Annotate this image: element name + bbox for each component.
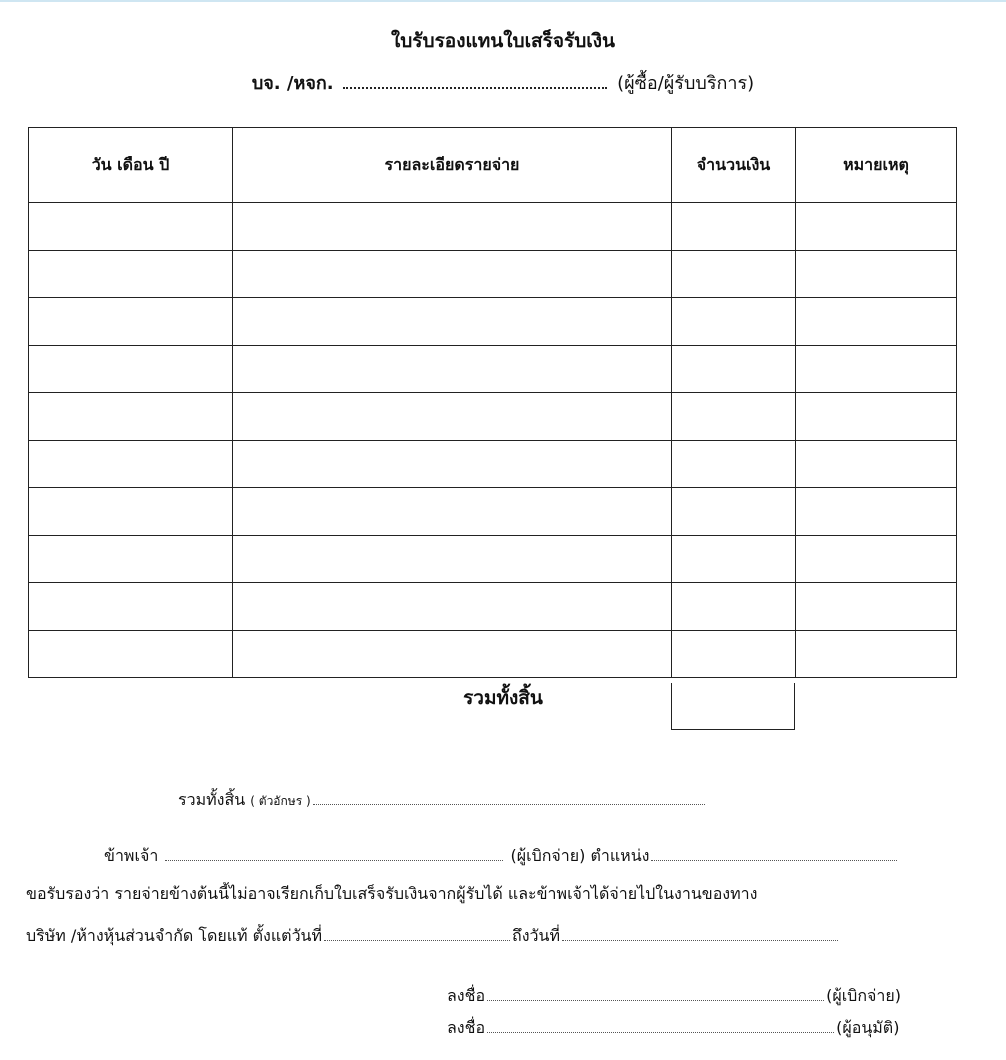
buyer-role-label: (ผู้ซื้อ/ผู้รับบริการ): [617, 73, 755, 94]
total-in-words-line: [178, 790, 707, 808]
total-in-words-field[interactable]: [313, 790, 705, 805]
company-name-field[interactable]: [343, 73, 607, 89]
remark-cell[interactable]: [796, 345, 957, 393]
date-cell[interactable]: [29, 583, 233, 631]
date-cell[interactable]: [29, 250, 233, 298]
signature-approver-field[interactable]: [487, 1018, 834, 1033]
amount-cell[interactable]: [672, 535, 796, 583]
table-body: [29, 203, 957, 678]
table-row: [29, 393, 957, 441]
header-details: รายละเอียดรายจ่าย: [233, 128, 672, 203]
details-cell[interactable]: [233, 345, 672, 393]
details-cell[interactable]: [233, 630, 672, 678]
payer-label: (ผู้เบิกจ่าย): [510, 846, 586, 865]
expense-table: [28, 127, 957, 678]
header-amount: จำนวนเงิน: [672, 128, 796, 203]
remark-cell[interactable]: [796, 535, 957, 583]
total-in-words-sub: ( ตัวอักษร ): [250, 794, 311, 808]
remark-cell[interactable]: [796, 203, 957, 251]
page-top-border: [0, 0, 1006, 2]
table-row: [29, 345, 957, 393]
table-row: [29, 298, 957, 346]
grand-total-cell[interactable]: [671, 683, 795, 730]
remark-cell[interactable]: [796, 630, 957, 678]
remark-cell[interactable]: [796, 583, 957, 631]
signature-approver-line: [447, 1018, 899, 1036]
date-cell[interactable]: [29, 440, 233, 488]
table-row: [29, 203, 957, 251]
details-cell[interactable]: [233, 440, 672, 488]
remark-cell[interactable]: [796, 250, 957, 298]
details-cell[interactable]: [233, 298, 672, 346]
date-cell[interactable]: [29, 345, 233, 393]
total-in-words-label: รวมทั้งสิ้น: [178, 790, 246, 809]
date-cell[interactable]: [29, 488, 233, 536]
signature-approver-role: (ผู้อนุมัติ): [836, 1018, 900, 1037]
company-prefix: บจ. /หจก.: [251, 73, 334, 94]
remark-cell[interactable]: [796, 440, 957, 488]
table-row: [29, 488, 957, 536]
company-type-label: บริษัท /ห้างหุ้นส่วนจำกัด โดยแท้ ตั้งแต่วันที่: [26, 926, 323, 945]
document-title: ใบรับรองแทนใบเสร็จรับเงิน: [390, 30, 616, 52]
grand-total-label: รวมทั้งสิ้น: [463, 687, 543, 709]
to-date-label: ถึงวันที่: [512, 926, 561, 945]
amount-cell[interactable]: [672, 393, 796, 441]
remark-cell[interactable]: [796, 488, 957, 536]
date-cell[interactable]: [29, 535, 233, 583]
amount-cell[interactable]: [672, 298, 796, 346]
remark-cell[interactable]: [796, 393, 957, 441]
certify-line: ขอรับรองว่า รายจ่ายข้างต้นนี้ไม่อาจเรียกเก็บใบเสร็จรับเงินจากผู้รับได้ และข้าพเจ้าได้จ่ายไปในงานของทาง: [26, 884, 758, 903]
details-cell[interactable]: [233, 393, 672, 441]
header-remark: หมายเหตุ: [796, 128, 957, 203]
document-subtitle: [0, 73, 1006, 93]
header-date: วัน เดือน ปี: [29, 128, 233, 203]
details-cell[interactable]: [233, 535, 672, 583]
date-cell[interactable]: [29, 393, 233, 441]
table-header-row: [29, 128, 957, 203]
date-cell[interactable]: [29, 298, 233, 346]
table-row: [29, 535, 957, 583]
date-cell[interactable]: [29, 203, 233, 251]
remark-cell[interactable]: [796, 298, 957, 346]
amount-cell[interactable]: [672, 250, 796, 298]
position-label: ตำแหน่ง: [590, 846, 650, 865]
statement-line-3: [26, 926, 840, 944]
payer-name-field[interactable]: [165, 846, 503, 861]
details-cell[interactable]: [233, 488, 672, 536]
signature-payer-line: [447, 986, 901, 1004]
amount-cell[interactable]: [672, 583, 796, 631]
amount-cell[interactable]: [672, 630, 796, 678]
table-row: [29, 630, 957, 678]
position-field[interactable]: [651, 846, 897, 861]
amount-cell[interactable]: [672, 488, 796, 536]
details-cell[interactable]: [233, 583, 672, 631]
amount-cell[interactable]: [672, 440, 796, 488]
statement-line-1: [104, 846, 899, 864]
end-date-field[interactable]: [562, 926, 838, 941]
date-cell[interactable]: [29, 630, 233, 678]
details-cell[interactable]: [233, 250, 672, 298]
table-row: [29, 440, 957, 488]
i-label: ข้าพเจ้า: [104, 846, 159, 865]
table-row: [29, 250, 957, 298]
table-row: [29, 583, 957, 631]
signature-payer-role: (ผู้เบิกจ่าย): [826, 986, 901, 1005]
amount-cell[interactable]: [672, 203, 796, 251]
signature-payer-field[interactable]: [487, 986, 824, 1001]
amount-cell[interactable]: [672, 345, 796, 393]
start-date-field[interactable]: [324, 926, 510, 941]
signature-payer-label: ลงชื่อ: [447, 986, 486, 1005]
signature-approver-label: ลงชื่อ: [447, 1018, 486, 1037]
details-cell[interactable]: [233, 203, 672, 251]
